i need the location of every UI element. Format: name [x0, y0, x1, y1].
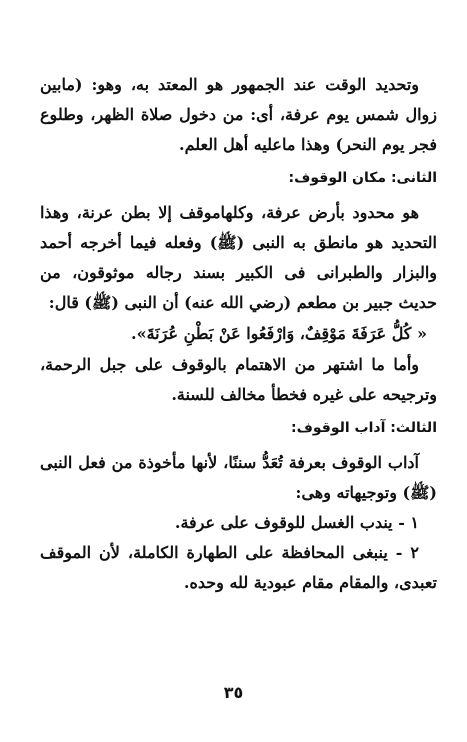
page-body — [40, 70, 437, 598]
hadith-quote: « كُلُّ عَرَفَةَ مَوْقِفٌ، وَارْفَعُوا عَنْ بَطْنِ عُرَنَةَ». — [131, 324, 427, 343]
list-item-ghusl: ١ - يندب الغسل للوقوف على عرفة. — [174, 513, 419, 532]
page-number: ٣٥ — [223, 683, 244, 702]
paragraph-mount-rahma: وأما ما اشتهر من الاهتمام بالوقوف على جبل الرحمة، وترجيحه على غيره فخطأ مخالف للسنة. — [40, 355, 437, 404]
paragraph-etiquette-intro: آداب الوقوف بعرفة تُعَدُّ سننًا، لأنها مأخوذة من فعل النبى (ﷺ) وتوجيهاته وهى: — [40, 453, 437, 502]
paragraph-timing: وتحديد الوقت عند الجمهور هو المعتد به، وهو: (مابين زوال شمس يوم عرفة، أى: من دخول صلاة الظهر، وطلوع فجر يوم النحر) وهذا ماعليه أهل العلم. — [40, 75, 437, 154]
paragraph-place: هو محدود بأرض عرفة، وكلهاموقف إلا بطن عرنة، وهذا التحديد هو مانطق به النبى (ﷺ) وفعله فيما أخرجه أحمد والبزار والطبرانى فى الكبير بسند رجاله موثوقون، من حديث جبير بن مطعم (رضي الله عنه) أن النبى (ﷺ) قال: — [40, 203, 437, 312]
list-item-purity: ٢ - ينبغى المحافظة على الطهارة الكاملة، لأن الموقف تعبدى، والمقام مقام عبودية لله وحده. — [40, 543, 437, 592]
heading-place-of-standing: الثانى: مكان الوقوف: — [288, 170, 437, 186]
heading-etiquette: الثالث: آداب الوقوف: — [291, 420, 437, 436]
